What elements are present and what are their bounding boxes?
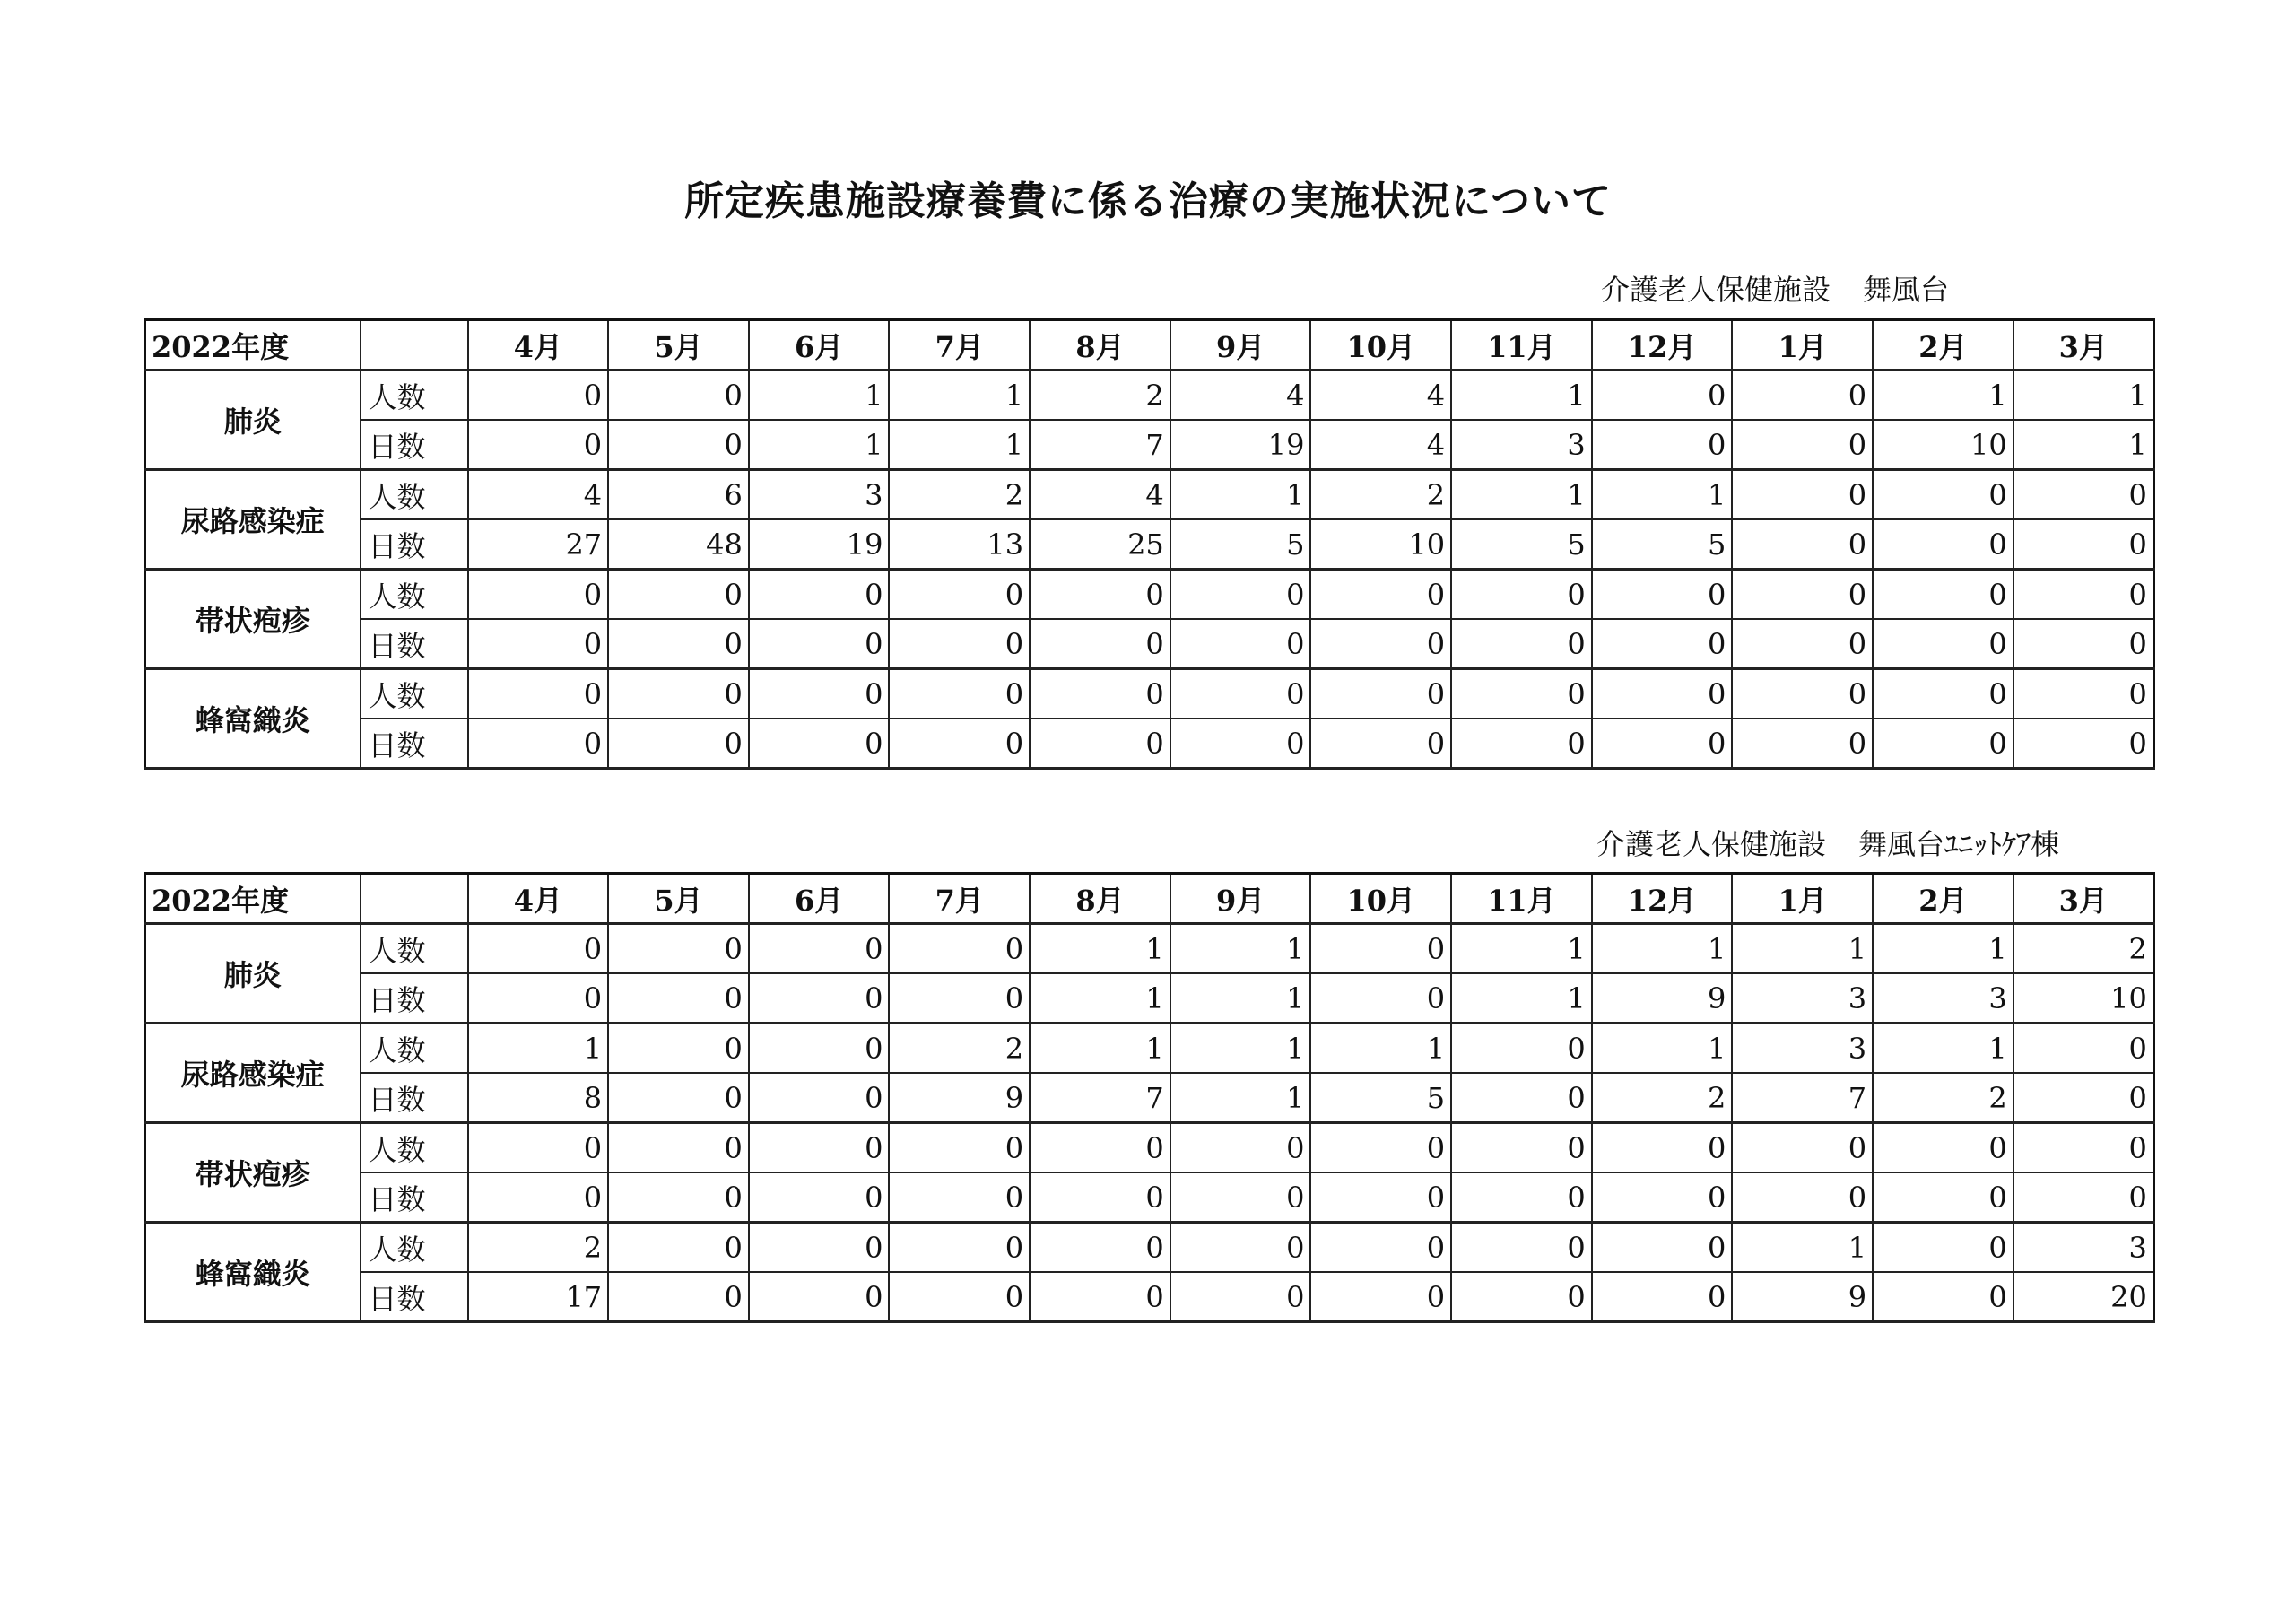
metric-label-people: 人数	[361, 1123, 468, 1173]
month-header: 11月	[1451, 320, 1592, 370]
value-cell: 27	[468, 519, 609, 570]
table-row	[145, 1223, 2154, 1273]
table-header	[145, 320, 2154, 370]
value-cell: 0	[1310, 619, 1451, 669]
value-cell: 0	[1170, 1272, 1311, 1322]
value-cell: 0	[2013, 1024, 2154, 1074]
year-label: 2022年度	[145, 874, 361, 924]
value-cell: 0	[889, 924, 1030, 974]
value-cell: 0	[468, 973, 609, 1024]
value-cell: 0	[1170, 570, 1311, 620]
value-cell: 0	[1030, 619, 1170, 669]
value-cell: 10	[1873, 420, 2013, 470]
value-cell: 0	[608, 924, 749, 974]
value-cell: 0	[1310, 570, 1451, 620]
value-cell: 10	[1310, 519, 1451, 570]
table-row	[145, 669, 2154, 719]
value-cell: 1	[1170, 470, 1311, 520]
metric-label-days: 日数	[361, 420, 468, 470]
value-cell: 3	[1873, 973, 2013, 1024]
value-cell: 0	[2013, 1172, 2154, 1223]
value-cell: 0	[1592, 719, 1733, 769]
value-cell: 0	[1451, 1172, 1592, 1223]
value-cell: 3	[749, 470, 890, 520]
value-cell: 0	[889, 570, 1030, 620]
metric-label-people: 人数	[361, 1024, 468, 1074]
table-row	[145, 1123, 2154, 1173]
month-header: 9月	[1170, 874, 1311, 924]
value-cell: 19	[749, 519, 890, 570]
value-cell: 7	[1030, 1073, 1170, 1123]
value-cell: 0	[1451, 570, 1592, 620]
table-row	[145, 420, 2154, 470]
month-header: 4月	[468, 320, 609, 370]
table-row	[145, 719, 2154, 769]
value-cell: 1	[1170, 1024, 1311, 1074]
table-body	[145, 370, 2154, 769]
value-cell: 0	[2013, 470, 2154, 520]
month-header: 6月	[749, 874, 890, 924]
value-cell: 1	[1030, 973, 1170, 1024]
value-cell: 4	[1170, 370, 1311, 421]
value-cell: 0	[889, 1172, 1030, 1223]
value-cell: 0	[749, 719, 890, 769]
value-cell: 0	[468, 1172, 609, 1223]
value-cell: 1	[1451, 924, 1592, 974]
table-row	[145, 619, 2154, 669]
month-header: 12月	[1592, 874, 1733, 924]
value-cell: 0	[1030, 1223, 1170, 1273]
value-cell: 5	[1310, 1073, 1451, 1123]
value-cell: 0	[1732, 1172, 1873, 1223]
metric-label-people: 人数	[361, 924, 468, 974]
value-cell: 1	[1310, 1024, 1451, 1074]
table-header	[145, 874, 2154, 924]
value-cell: 0	[468, 370, 609, 421]
value-cell: 0	[1873, 619, 2013, 669]
month-header: 1月	[1732, 874, 1873, 924]
value-cell: 1	[1873, 1024, 2013, 1074]
value-cell: 1	[1873, 370, 2013, 421]
value-cell: 0	[1310, 973, 1451, 1024]
value-cell: 3	[2013, 1223, 2154, 1273]
value-cell: 0	[468, 570, 609, 620]
disease-label: 帯状疱疹	[145, 570, 361, 669]
metric-label-people: 人数	[361, 1223, 468, 1273]
value-cell: 0	[608, 719, 749, 769]
disease-label: 帯状疱疹	[145, 1123, 361, 1223]
value-cell: 0	[1170, 669, 1311, 719]
table-row	[145, 1172, 2154, 1223]
month-header: 4月	[468, 874, 609, 924]
value-cell: 1	[749, 370, 890, 421]
month-header: 5月	[608, 874, 749, 924]
metric-label-days: 日数	[361, 719, 468, 769]
value-cell: 0	[468, 1123, 609, 1173]
table-row	[145, 470, 2154, 520]
value-cell: 0	[1451, 1073, 1592, 1123]
value-cell: 1	[889, 420, 1030, 470]
value-cell: 0	[749, 1073, 890, 1123]
value-cell: 0	[1873, 1172, 2013, 1223]
value-cell: 0	[1592, 1223, 1733, 1273]
disease-label: 肺炎	[145, 924, 361, 1024]
facility-type: 介護老人保健施設	[1601, 273, 1831, 307]
value-cell: 0	[1592, 420, 1733, 470]
value-cell: 0	[889, 973, 1030, 1024]
table-row	[145, 924, 2154, 974]
month-header: 12月	[1592, 320, 1733, 370]
month-header: 7月	[889, 874, 1030, 924]
month-header: 5月	[608, 320, 749, 370]
value-cell: 0	[468, 619, 609, 669]
metric-label-people: 人数	[361, 370, 468, 421]
value-cell: 1	[1592, 1024, 1733, 1074]
table-row	[145, 1024, 2154, 1074]
value-cell: 7	[1732, 1073, 1873, 1123]
metric-label-people: 人数	[361, 470, 468, 520]
metric-label-days: 日数	[361, 619, 468, 669]
value-cell: 0	[1310, 1223, 1451, 1273]
value-cell: 0	[1592, 619, 1733, 669]
table-row	[145, 570, 2154, 620]
value-cell: 0	[1451, 669, 1592, 719]
value-cell: 48	[608, 519, 749, 570]
value-cell: 0	[889, 1272, 1030, 1322]
value-cell: 0	[1732, 420, 1873, 470]
value-cell: 0	[1592, 1172, 1733, 1223]
value-cell: 0	[1732, 570, 1873, 620]
value-cell: 0	[749, 1223, 890, 1273]
value-cell: 3	[1732, 973, 1873, 1024]
facility-name: 舞風台	[1863, 273, 1950, 307]
value-cell: 0	[608, 619, 749, 669]
value-cell: 1	[1732, 924, 1873, 974]
value-cell: 0	[749, 973, 890, 1024]
value-cell: 13	[889, 519, 1030, 570]
value-cell: 2	[889, 1024, 1030, 1074]
value-cell: 20	[2013, 1272, 2154, 1322]
value-cell: 0	[1592, 570, 1733, 620]
value-cell: 9	[889, 1073, 1030, 1123]
header-row	[145, 874, 2154, 924]
value-cell: 1	[2013, 420, 2154, 470]
value-cell: 25	[1030, 519, 1170, 570]
month-header: 8月	[1030, 874, 1170, 924]
facility-label-1	[1601, 267, 1949, 309]
value-cell: 0	[2013, 619, 2154, 669]
value-cell: 0	[749, 570, 890, 620]
value-cell: 9	[1592, 973, 1733, 1024]
value-cell: 0	[1873, 519, 2013, 570]
value-cell: 0	[1170, 619, 1311, 669]
value-cell: 0	[1030, 1272, 1170, 1322]
disease-label: 肺炎	[145, 370, 361, 470]
value-cell: 0	[1030, 1123, 1170, 1173]
value-cell: 0	[1310, 669, 1451, 719]
value-cell: 0	[889, 619, 1030, 669]
value-cell: 1	[2013, 370, 2154, 421]
value-cell: 0	[1310, 1172, 1451, 1223]
value-cell: 0	[2013, 519, 2154, 570]
value-cell: 0	[749, 1272, 890, 1322]
value-cell: 4	[1030, 470, 1170, 520]
value-cell: 4	[1310, 420, 1451, 470]
value-cell: 0	[2013, 1073, 2154, 1123]
value-cell: 1	[1732, 1223, 1873, 1273]
value-cell: 7	[1030, 420, 1170, 470]
value-cell: 0	[1310, 1123, 1451, 1173]
value-cell: 0	[608, 1172, 749, 1223]
value-cell: 0	[1732, 1123, 1873, 1173]
value-cell: 0	[468, 420, 609, 470]
value-cell: 0	[1030, 669, 1170, 719]
value-cell: 5	[1451, 519, 1592, 570]
value-cell: 2	[1873, 1073, 2013, 1123]
value-cell: 0	[1592, 669, 1733, 719]
value-cell: 2	[468, 1223, 609, 1273]
disease-label: 尿路感染症	[145, 470, 361, 570]
value-cell: 0	[1592, 1272, 1733, 1322]
value-cell: 0	[608, 1272, 749, 1322]
value-cell: 0	[889, 719, 1030, 769]
value-cell: 0	[749, 924, 890, 974]
value-cell: 0	[1873, 570, 2013, 620]
disease-label: 蜂窩織炎	[145, 1223, 361, 1322]
value-cell: 2	[2013, 924, 2154, 974]
disease-label: 蜂窩織炎	[145, 669, 361, 769]
month-header: 6月	[749, 320, 890, 370]
metric-label-days: 日数	[361, 1272, 468, 1322]
treatment-table-1	[144, 318, 2155, 770]
month-header: 3月	[2013, 874, 2154, 924]
value-cell: 0	[1170, 1123, 1311, 1173]
value-cell: 0	[749, 619, 890, 669]
month-header: 10月	[1310, 874, 1451, 924]
value-cell: 0	[1310, 719, 1451, 769]
value-cell: 1	[1592, 924, 1733, 974]
month-header: 10月	[1310, 320, 1451, 370]
value-cell: 0	[468, 719, 609, 769]
metric-label-days: 日数	[361, 1172, 468, 1223]
value-cell: 1	[1170, 1073, 1311, 1123]
facility-name: 舞風台ﾕﾆｯﾄｹｱ棟	[1858, 827, 2060, 861]
value-cell: 1	[749, 420, 890, 470]
value-cell: 1	[1451, 370, 1592, 421]
value-cell: 5	[1170, 519, 1311, 570]
table-row	[145, 370, 2154, 421]
value-cell: 0	[1451, 1223, 1592, 1273]
month-header: 8月	[1030, 320, 1170, 370]
value-cell: 0	[1873, 1123, 2013, 1173]
facility-type: 介護老人保健施設	[1596, 827, 1827, 861]
month-header: 2月	[1873, 320, 2013, 370]
value-cell: 0	[1873, 1272, 2013, 1322]
value-cell: 0	[749, 1024, 890, 1074]
value-cell: 2	[889, 470, 1030, 520]
month-header: 9月	[1170, 320, 1311, 370]
value-cell: 0	[608, 570, 749, 620]
value-cell: 0	[1732, 619, 1873, 669]
value-cell: 4	[468, 470, 609, 520]
value-cell: 2	[1030, 370, 1170, 421]
value-cell: 0	[1732, 719, 1873, 769]
value-cell: 9	[1732, 1272, 1873, 1322]
metric-label-days: 日数	[361, 519, 468, 570]
value-cell: 1	[1873, 924, 2013, 974]
value-cell: 0	[1732, 370, 1873, 421]
value-cell: 0	[749, 1123, 890, 1173]
treatment-table-2	[144, 872, 2155, 1323]
month-header: 7月	[889, 320, 1030, 370]
metric-header-blank	[361, 320, 468, 370]
value-cell: 0	[608, 420, 749, 470]
value-cell: 0	[1451, 1272, 1592, 1322]
month-header: 2月	[1873, 874, 2013, 924]
value-cell: 0	[608, 1223, 749, 1273]
month-header: 3月	[2013, 320, 2154, 370]
value-cell: 0	[1030, 570, 1170, 620]
value-cell: 5	[1592, 519, 1733, 570]
metric-header-blank	[361, 874, 468, 924]
value-cell: 8	[468, 1073, 609, 1123]
header-row	[145, 320, 2154, 370]
value-cell: 0	[2013, 719, 2154, 769]
table-row	[145, 973, 2154, 1024]
value-cell: 2	[1310, 470, 1451, 520]
value-cell: 0	[608, 973, 749, 1024]
value-cell: 0	[1592, 1123, 1733, 1173]
value-cell: 1	[1451, 973, 1592, 1024]
value-cell: 4	[1310, 370, 1451, 421]
value-cell: 0	[608, 1123, 749, 1173]
value-cell: 0	[1451, 719, 1592, 769]
value-cell: 0	[1030, 719, 1170, 769]
value-cell: 2	[1592, 1073, 1733, 1123]
value-cell: 1	[1030, 924, 1170, 974]
value-cell: 0	[1451, 619, 1592, 669]
value-cell: 0	[889, 669, 1030, 719]
value-cell: 0	[1732, 470, 1873, 520]
value-cell: 1	[468, 1024, 609, 1074]
metric-label-days: 日数	[361, 1073, 468, 1123]
value-cell: 17	[468, 1272, 609, 1322]
value-cell: 0	[1170, 1223, 1311, 1273]
value-cell: 0	[1873, 669, 2013, 719]
value-cell: 0	[1873, 470, 2013, 520]
value-cell: 0	[1451, 1024, 1592, 1074]
value-cell: 0	[1310, 924, 1451, 974]
value-cell: 19	[1170, 420, 1311, 470]
value-cell: 1	[1030, 1024, 1170, 1074]
value-cell: 0	[1873, 1223, 2013, 1273]
value-cell: 0	[468, 669, 609, 719]
value-cell: 0	[608, 669, 749, 719]
metric-label-people: 人数	[361, 570, 468, 620]
value-cell: 3	[1451, 420, 1592, 470]
value-cell: 0	[2013, 669, 2154, 719]
value-cell: 0	[1451, 1123, 1592, 1173]
value-cell: 6	[608, 470, 749, 520]
value-cell: 1	[1170, 924, 1311, 974]
value-cell: 0	[2013, 1123, 2154, 1173]
disease-label: 尿路感染症	[145, 1024, 361, 1123]
table-row	[145, 1073, 2154, 1123]
value-cell: 3	[1732, 1024, 1873, 1074]
metric-label-people: 人数	[361, 669, 468, 719]
value-cell: 0	[749, 1172, 890, 1223]
month-header: 1月	[1732, 320, 1873, 370]
year-label: 2022年度	[145, 320, 361, 370]
value-cell: 1	[1170, 973, 1311, 1024]
value-cell: 10	[2013, 973, 2154, 1024]
value-cell: 0	[608, 370, 749, 421]
value-cell: 0	[608, 1073, 749, 1123]
value-cell: 0	[1732, 669, 1873, 719]
value-cell: 0	[608, 1024, 749, 1074]
value-cell: 0	[468, 924, 609, 974]
value-cell: 1	[1592, 470, 1733, 520]
value-cell: 0	[1170, 1172, 1311, 1223]
value-cell: 0	[1030, 1172, 1170, 1223]
value-cell: 0	[1732, 519, 1873, 570]
metric-label-days: 日数	[361, 973, 468, 1024]
table-row	[145, 519, 2154, 570]
value-cell: 1	[889, 370, 1030, 421]
value-cell: 1	[1451, 470, 1592, 520]
table-body	[145, 924, 2154, 1322]
value-cell: 0	[889, 1223, 1030, 1273]
value-cell: 0	[889, 1123, 1030, 1173]
document-title: 所定疾患施設療養費に係る治療の実施状況について	[683, 179, 1613, 224]
value-cell: 0	[1170, 719, 1311, 769]
value-cell: 0	[1310, 1272, 1451, 1322]
month-header: 11月	[1451, 874, 1592, 924]
table-row	[145, 1272, 2154, 1322]
value-cell: 0	[749, 669, 890, 719]
value-cell: 0	[1592, 370, 1733, 421]
facility-label-2	[1596, 822, 2059, 863]
value-cell: 0	[2013, 570, 2154, 620]
value-cell: 0	[1873, 719, 2013, 769]
